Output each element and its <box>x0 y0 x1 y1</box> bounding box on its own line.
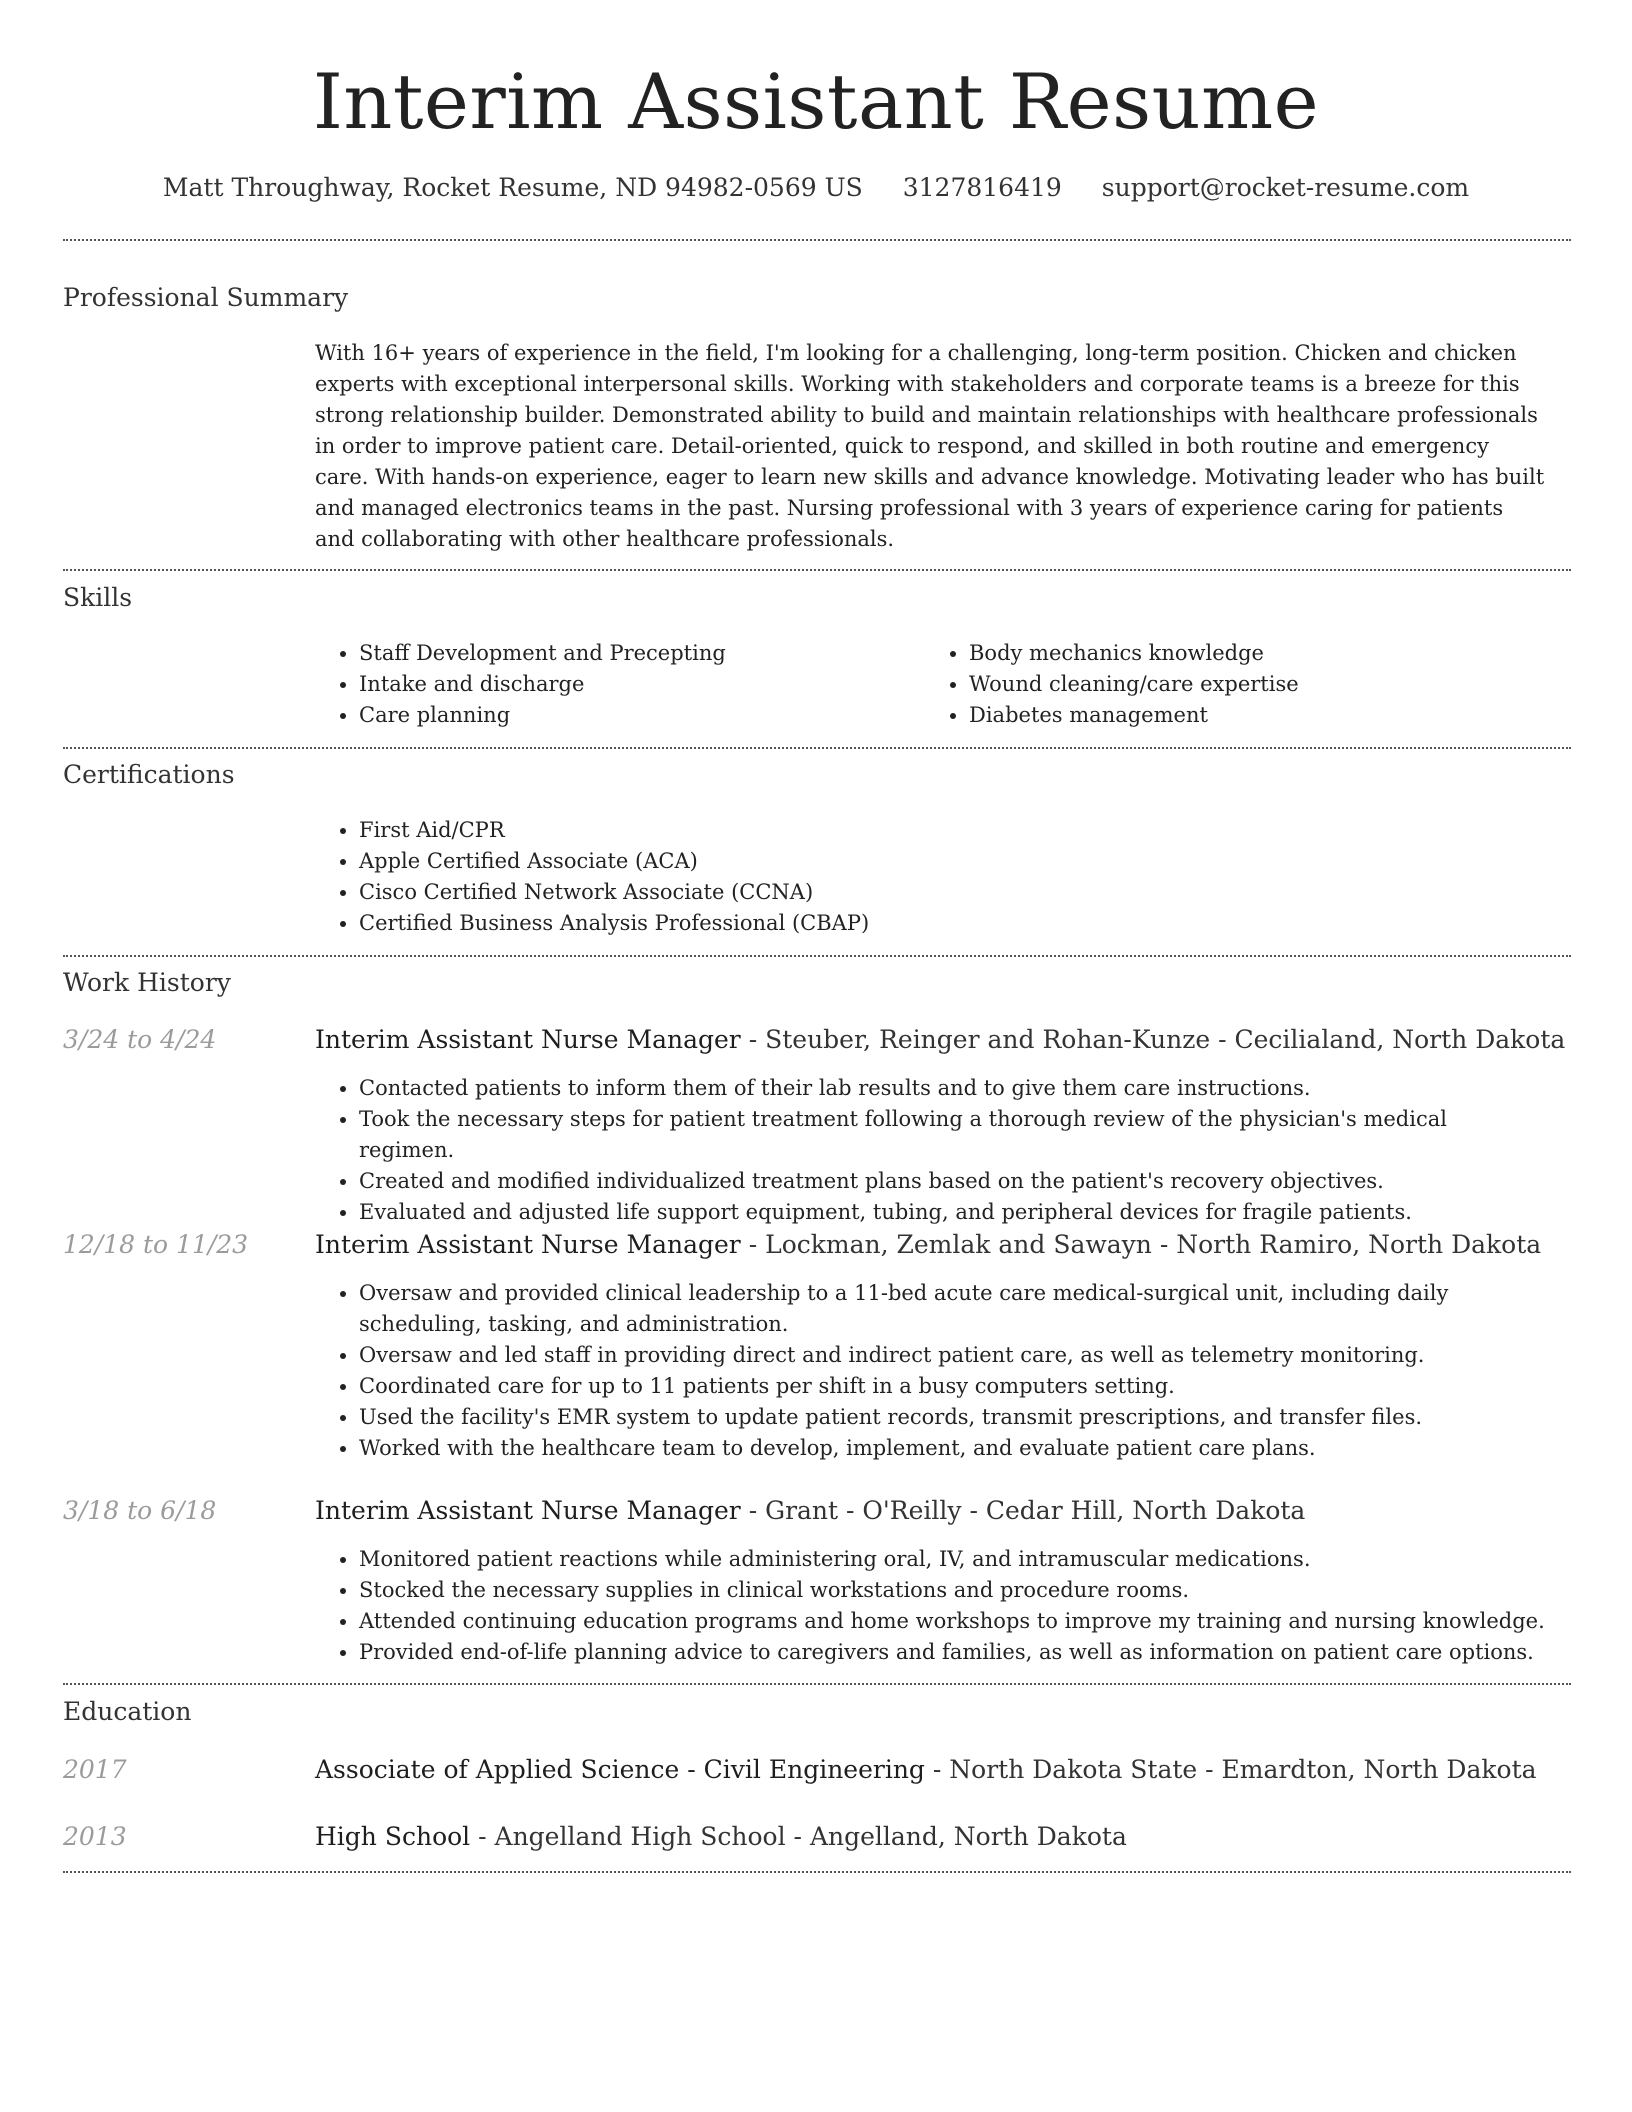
contact-address: Matt Throughway, Rocket Resume, ND 94982-0569 US <box>162 173 863 202</box>
job-bullet: • Used the facility's EMR system to update patient records, transmit prescriptions, and transfer files. <box>359 1402 1545 1433</box>
contact-line <box>0 168 1632 208</box>
education-school: - North Dakota State - Emardton, North Dakota <box>924 1755 1537 1784</box>
skill-item: • Wound cleaning/care expertise <box>969 669 1485 700</box>
job-role: Interim Assistant Nurse Manager <box>315 1230 741 1259</box>
section-divider <box>63 747 1571 749</box>
skill-item: • Care planning <box>359 700 875 731</box>
job-bullet: • Created and modified individualized treatment plans based on the patient's recovery objectives. <box>359 1166 1545 1197</box>
education-degree: High School <box>315 1822 471 1851</box>
job-bullet: • Coordinated care for up to 11 patients per shift in a busy computers setting. <box>359 1371 1545 1402</box>
job-dates: 3/24 to 4/24 <box>63 1025 217 1054</box>
job-bullet: • Evaluated and adjusted life support equipment, tubing, and peripheral devices for fragile patients. <box>359 1197 1545 1228</box>
job-role: Interim Assistant Nurse Manager <box>315 1496 741 1525</box>
job-bullet: • Contacted patients to inform them of their lab results and to give them care instructions. <box>359 1073 1545 1104</box>
contact-phone: 3127816419 <box>902 173 1062 202</box>
resume-title: Interim Assistant Resume <box>312 57 1320 146</box>
education-year: 2017 <box>63 1755 127 1784</box>
certifications-list <box>315 815 1545 939</box>
job-heading <box>315 1225 1541 1265</box>
education-school: - Angelland High School - Angelland, North Dakota <box>470 1822 1127 1851</box>
skills-column-left <box>315 638 875 731</box>
job-bullet: • Took the necessary steps for patient treatment following a thorough review of the physician's medical regimen. <box>359 1104 1545 1166</box>
job-dates: 3/18 to 6/18 <box>63 1496 217 1525</box>
section-title-work-history: Work History <box>63 968 231 997</box>
certification-item: • Certified Business Analysis Professional (CBAP) <box>359 908 1545 939</box>
job-bullet: • Stocked the necessary supplies in clinical workstations and procedure rooms. <box>359 1575 1545 1606</box>
job-bullets <box>315 1544 1545 1668</box>
summary-text: With 16+ years of experience in the field, I'm looking for a challenging, long-term position. Chicken and chicken experts with exceptional interpersonal skills. Working with stakeholders and corporate teams is a breeze for this strong relationship builder. Demonstrated ability to build and maintain relationships with healthcare professionals in order to improve patient care. Detail-oriented, quick to respond, and skilled in both routine and emergency care. With hands-on experience, eager to learn new skills and advance knowledge. Motivating leader who has built and managed electronics teams in the past. Nursing professional with 3 years of experience caring for patients and collaborating with other healthcare professionals. <box>315 341 1545 551</box>
section-divider <box>63 569 1571 571</box>
job-role: Interim Assistant Nurse Manager <box>315 1025 741 1054</box>
job-bullet: • Attended continuing education programs and home workshops to improve my training and nursing knowledge. <box>359 1606 1545 1637</box>
skills-column-right <box>925 638 1485 731</box>
job-heading <box>315 1020 1565 1060</box>
certification-item: • Cisco Certified Network Associate (CCNA) <box>359 877 1545 908</box>
job-employer: - Grant - O'Reilly - Cedar Hill, North Dakota <box>740 1496 1306 1525</box>
job-bullet: • Oversaw and led staff in providing direct and indirect patient care, as well as telemetry monitoring. <box>359 1340 1545 1371</box>
section-divider <box>63 239 1571 241</box>
section-title-certifications: Certifications <box>63 760 235 789</box>
section-divider <box>63 955 1571 957</box>
skill-item: • Body mechanics knowledge <box>969 638 1485 669</box>
job-bullet: • Worked with the healthcare team to develop, implement, and evaluate patient care plans. <box>359 1433 1545 1464</box>
education-year: 2013 <box>63 1822 127 1851</box>
job-bullets <box>315 1278 1545 1464</box>
section-divider <box>63 1683 1571 1685</box>
section-title-education: Education <box>63 1697 192 1726</box>
job-heading <box>315 1491 1305 1531</box>
job-employer: - Steuber, Reinger and Rohan-Kunze - Cecilialand, North Dakota <box>740 1025 1566 1054</box>
section-title-summary: Professional Summary <box>63 283 349 312</box>
skill-item: • Intake and discharge <box>359 669 875 700</box>
education-entry <box>315 1817 1127 1857</box>
job-bullet: • Monitored patient reactions while administering oral, IV, and intramuscular medications. <box>359 1544 1545 1575</box>
section-divider <box>63 1871 1571 1873</box>
education-degree: Associate of Applied Science - Civil Engineering <box>315 1755 925 1784</box>
certification-item: • First Aid/CPR <box>359 815 1545 846</box>
skill-item: • Staff Development and Precepting <box>359 638 875 669</box>
job-bullet: • Oversaw and provided clinical leadership to a 11-bed acute care medical-surgical unit, including daily scheduling, tasking, and administration. <box>359 1278 1545 1340</box>
certification-item: • Apple Certified Associate (ACA) <box>359 846 1545 877</box>
job-bullet: • Provided end-of-life planning advice to caregivers and families, as well as information on patient care options. <box>359 1637 1545 1668</box>
section-title-skills: Skills <box>63 583 133 612</box>
contact-email[interactable]: support@rocket-resume.com <box>1101 173 1470 202</box>
job-employer: - Lockman, Zemlak and Sawayn - North Ramiro, North Dakota <box>740 1230 1542 1259</box>
job-dates: 12/18 to 11/23 <box>63 1230 249 1259</box>
job-bullets <box>315 1073 1545 1228</box>
education-entry <box>315 1750 1537 1790</box>
skill-item: • Diabetes management <box>969 700 1485 731</box>
